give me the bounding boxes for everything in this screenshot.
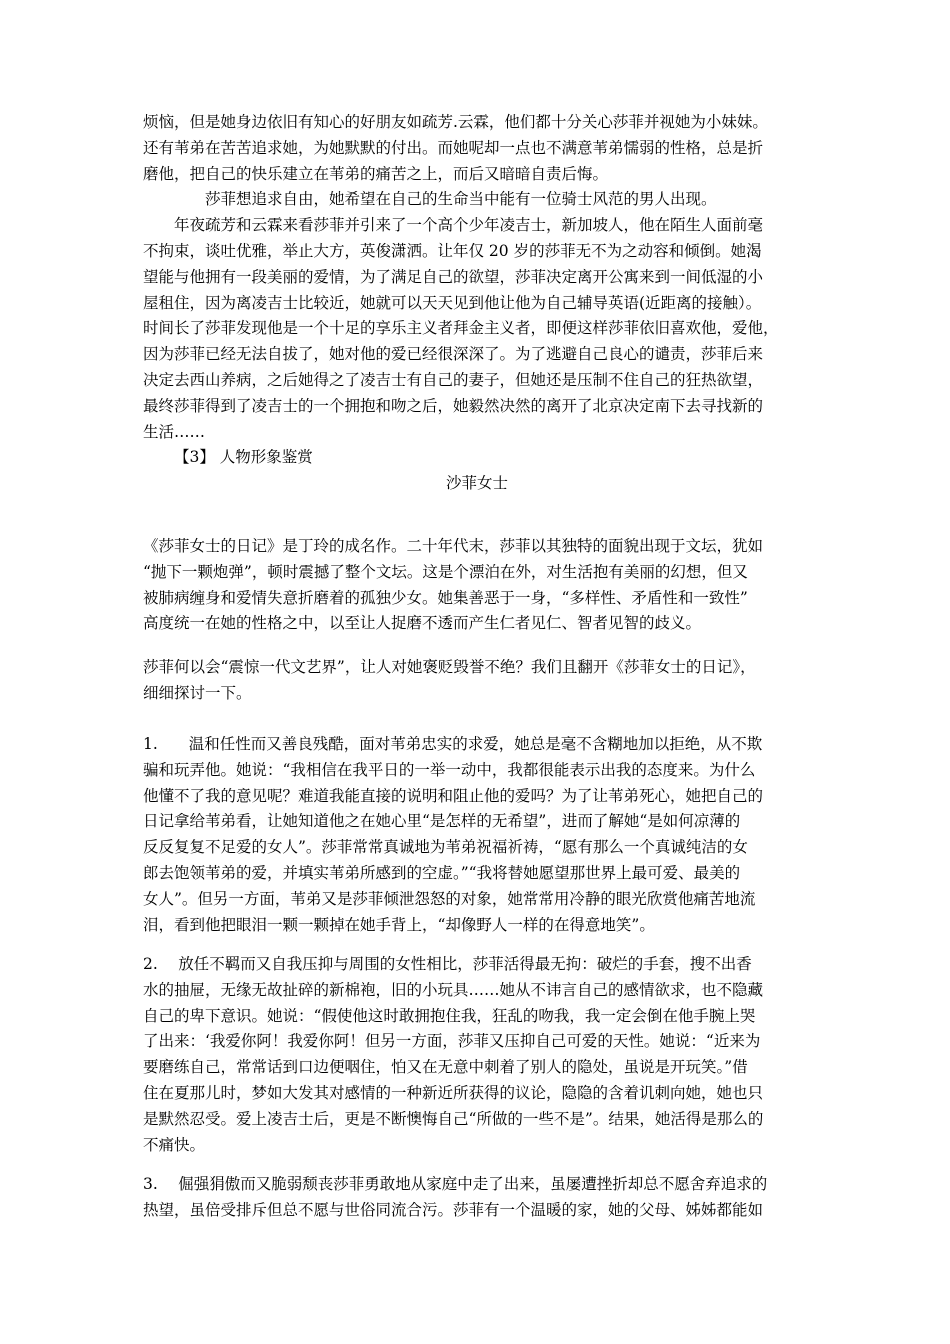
text-line: 细细探讨一下。 bbox=[143, 683, 252, 702]
text-line: 住在夏那儿时，梦如大发其对感情的一种新近所获得的议论，隐隐的含着讥刺向她，她也只 bbox=[143, 1083, 764, 1102]
text-line: “抛下一颗炮弹”，顿时震撼了整个文坛。这是个漂泊在外，对生活抱有美丽的幻想，但又 bbox=[143, 562, 748, 581]
text-line: 时间长了莎菲发现他是一个十足的享乐主义者拜金主义者，即便这样莎菲依旧喜欢他，爱他， bbox=[143, 319, 779, 338]
text-line: 水的抽屉，无缘无故扯碎的新棉袍，旧的小玩具……她从不讳言自己的感情欲求，也不隐藏 bbox=[143, 980, 764, 999]
text-line: 还有苇弟在苦苦追求她，为她默默的付出。而她呢却一点也不满意苇弟懦弱的性格，总是折 bbox=[143, 138, 764, 157]
text-line: 不拘束，谈吐优雅，举止大方，英俊潇洒。让年仅 20 岁的莎菲无不为之动容和倾倒。她渴 bbox=[143, 241, 762, 260]
intro-paragraph bbox=[143, 534, 811, 637]
text-line: 决定去西山养病，之后她得之了凌吉士有自己的妻子，但她还是压制不住自己的狂热欲望， bbox=[143, 370, 764, 389]
synopsis-block bbox=[143, 110, 811, 497]
point-1-paragraph bbox=[143, 732, 811, 938]
text-line: 烦恼，但是她身边依旧有知心的好朋友如疏芳.云霖，他们都十分关心莎菲并视她为小妹妹。 bbox=[143, 113, 768, 131]
text-line: 要磨练自己，常常话到口边便咽住，怕又在无意中刺着了别人的隐处，虽说是开玩笑。”借 bbox=[143, 1058, 748, 1077]
text-line: 生活…… bbox=[143, 422, 206, 441]
text-line: 了出来：‘我爱你阿！我爱你阿！但另一方面，莎菲又压抑自己可爱的天性。她说：“近来为 bbox=[143, 1032, 761, 1051]
text-line: 热望，虽倍受排斥但总不愿与世俗同流合污。莎菲有一个温暖的家，她的父母、姊姊都能如 bbox=[143, 1200, 764, 1219]
text-line: 莎菲想追求自由，她希望在自己的生命当中能有一位骑士风范的男人出现。 bbox=[205, 190, 717, 209]
text-line: 高度统一在她的性格之中，以至让人捉磨不透而产生仁者见仁、智者见智的歧义。 bbox=[143, 614, 702, 633]
text-line: 1. 温和任性而又善良残酷，面对苇弟忠实的求爱，她总是毫不含糊地加以拒绝，从不欺 bbox=[143, 735, 763, 753]
text-line: 2. 放任不羁而又自我压抑与周围的女性相比，莎菲活得最无拘：破烂的手套，搜不出香 bbox=[143, 955, 752, 973]
text-line: 日记拿给苇弟看，让她知道他之在她心里“是怎样的无希望”，进而了解她“是如何凉薄的 bbox=[143, 812, 741, 831]
article-title: 沙菲女士 bbox=[445, 474, 508, 493]
text-line: 3. 倔强狷傲而又脆弱颓丧莎菲勇敢地从家庭中走了出来，虽屡遭挫折却总不愿舍弃追求的 bbox=[143, 1175, 768, 1193]
text-line: 泪，看到他把眼泪一颗一颗掉在她手背上，“却像野人一样的在得意地笑”。 bbox=[143, 915, 655, 934]
text-line: 自己的卑下意识。她说：“假使他这时敢拥抱住我，狂乱的吻我，我一定会倒在他手腕上哭 bbox=[143, 1006, 756, 1025]
point-2-paragraph bbox=[143, 952, 811, 1158]
text-line: 屋租住，因为离凌吉士比较近，她就可以天天见到他让他为自己辅导英语(近距离的接触）。 bbox=[143, 293, 762, 312]
text-line: 他懂不了我的意见呢？难道我能直接的说明和阻止他的爱吗？为了让苇弟死心，她把自己的 bbox=[143, 786, 764, 805]
text-line: 《莎菲女士的日记》是丁玲的成名作。二十年代末，莎菲以其独特的面貌出现于文坛，犹如 bbox=[143, 537, 764, 555]
text-line: 望能与他拥有一段美丽的爱情，为了满足自己的欲望，莎菲决定离开公寓来到一间低湿的小 bbox=[143, 267, 764, 286]
text-line: 不痛快。 bbox=[143, 1135, 206, 1154]
text-line: 年夜疏芳和云霖来看莎菲并引来了一个高个少年凌吉士，新加坡人，他在陌生人面前毫 bbox=[174, 216, 764, 235]
text-line: 骗和玩弄他。她说：“我相信在我平日的一举一动中，我都很能表示出我的态度来。为什么 bbox=[143, 760, 756, 779]
text-line: 因为莎菲已经无法自拔了，她对他的爱已经很深深了。为了逃避自己良心的谴责，莎菲后来 bbox=[143, 345, 764, 364]
text-line: 是默然忍受。爱上凌吉士后，更是不断懊悔自己“所做的一些不是”。结果，她活得是那么的 bbox=[143, 1109, 764, 1128]
text-line: 莎菲何以会“震惊一代文艺界”，让人对她褒贬毁誉不绝？我们且翻开《莎菲女士的日记》， bbox=[143, 658, 756, 676]
text-line: 磨他，把自己的快乐建立在苇弟的痛苦之上，而后又暗暗自责后悔。 bbox=[143, 164, 609, 183]
text-line: 女人”。但另一方面，苇弟又是莎菲倾泄怨怒的对象，她常常用冷静的眼光欣赏他痛苦地流 bbox=[143, 889, 756, 908]
point-3-paragraph bbox=[143, 1172, 811, 1224]
text-line: 郎去饱领苇弟的爱，并填实苇弟所感到的空虚。”“我将替她愿望那世界上最可爱、最美的 bbox=[143, 863, 741, 882]
question-paragraph bbox=[143, 655, 811, 707]
text-line: 被肺病缠身和爱情失意折磨着的孤独少女。她集善恶于一身，“多样性、矛盾性和一致性” bbox=[143, 588, 748, 607]
section-heading: 【3】 人物形象鉴赏 bbox=[174, 448, 313, 467]
text-line: 最终莎菲得到了凌吉士的一个拥抱和吻之后，她毅然决然的离开了北京决定南下去寻找新的 bbox=[143, 396, 764, 415]
text-line: 反反复复不足爱的女人”。莎菲常常真诚地为苇弟祝福祈祷，“愿有那么一个真诚纯洁的女 bbox=[143, 838, 748, 857]
